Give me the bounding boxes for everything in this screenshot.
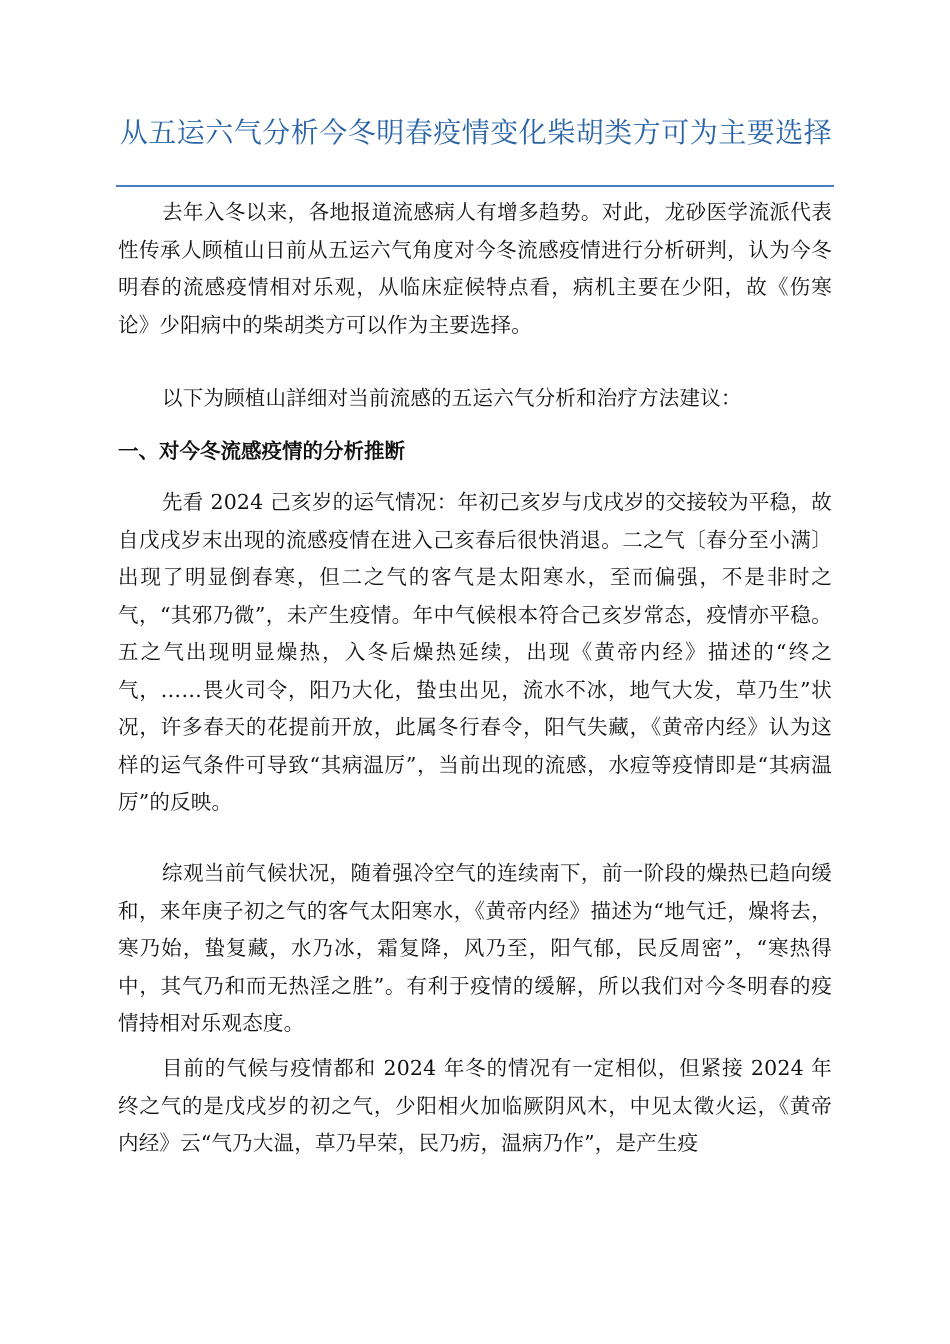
paragraph-current-climate: 综观当前气候状况，随着强冷空气的连续南下，前一阶段的燥热已趋向缓和，来年庚子初之气的客气太阳寒水，《黄帝内经》描述为“地气迁，燥将去，寒乃始，蛰复藏，水乃冰，霜复降，风乃至，阳气郁，民反周密”，“寒热得中，其气乃和而无热淫之胜”。有利于疫情的缓解，所以我们对今冬明春的疫情持相对乐观态度。 xyxy=(118,861,832,1035)
paragraph-comparison: 目前的气候与疫情都和 2024 年冬的情况有一定相似，但紧接 2024 年终之气的是戊戌岁的初之气，少阳相火加临厥阴风木，中见太徵火运，《黄帝内经》云“气乃大温，草乃早荣，民乃疠，温病乃作”，是产生疫 xyxy=(118,1056,832,1155)
paragraph-lead-in: 以下为顾植山詳细对当前流感的五运六气分析和治疗方法建议： xyxy=(162,386,742,410)
section-heading: 一、对今冬流感疫情的分析推断 xyxy=(118,439,405,463)
paragraph-intro: 去年入冬以来，各地报道流感病人有增多趋势。对此，龙砂医学流派代表性传承人顾植山日前从五运六气角度对今冬流感疫情进行分析研判，认为今冬明春的流感疫情相对乐观，从临床症候特点看，病机主要在少阳，故《伤寒论》少阳病中的柴胡类方可以作为主要选择。 xyxy=(118,200,832,337)
paragraph-analysis-2024: 先看 2024 己亥岁的运气情况：年初己亥岁与戊戌岁的交接较为平稳，故自戊戌岁末出现的流感疫情在进入己亥春后很快消退。二之气〔春分至小满〕出现了明显倒春寒，但二之气的客气是太阳寒水，至而偏强，不是非时之气，“其邪乃微”，未产生疫情。年中气候根本符合己亥岁常态，疫情亦平稳。五之气出现明显燥热，入冬后燥热延续，出现《黄帝内经》描述的“终之气，……畏火司令，阳乃大化，蛰虫出见，流水不冰，地气大发，草乃生”状况，许多春天的花提前开放，此属冬行春令，阳气失藏，《黄帝内经》认为这样的运气条件可导致“其病温厉”，当前出现的流感，水痘等疫情即是“其病温厉”的反映。 xyxy=(118,490,832,814)
document-title: 从五运六气分析今冬明春疫情变化柴胡类方可为主要选择 xyxy=(119,116,833,149)
title-underline xyxy=(116,185,834,187)
